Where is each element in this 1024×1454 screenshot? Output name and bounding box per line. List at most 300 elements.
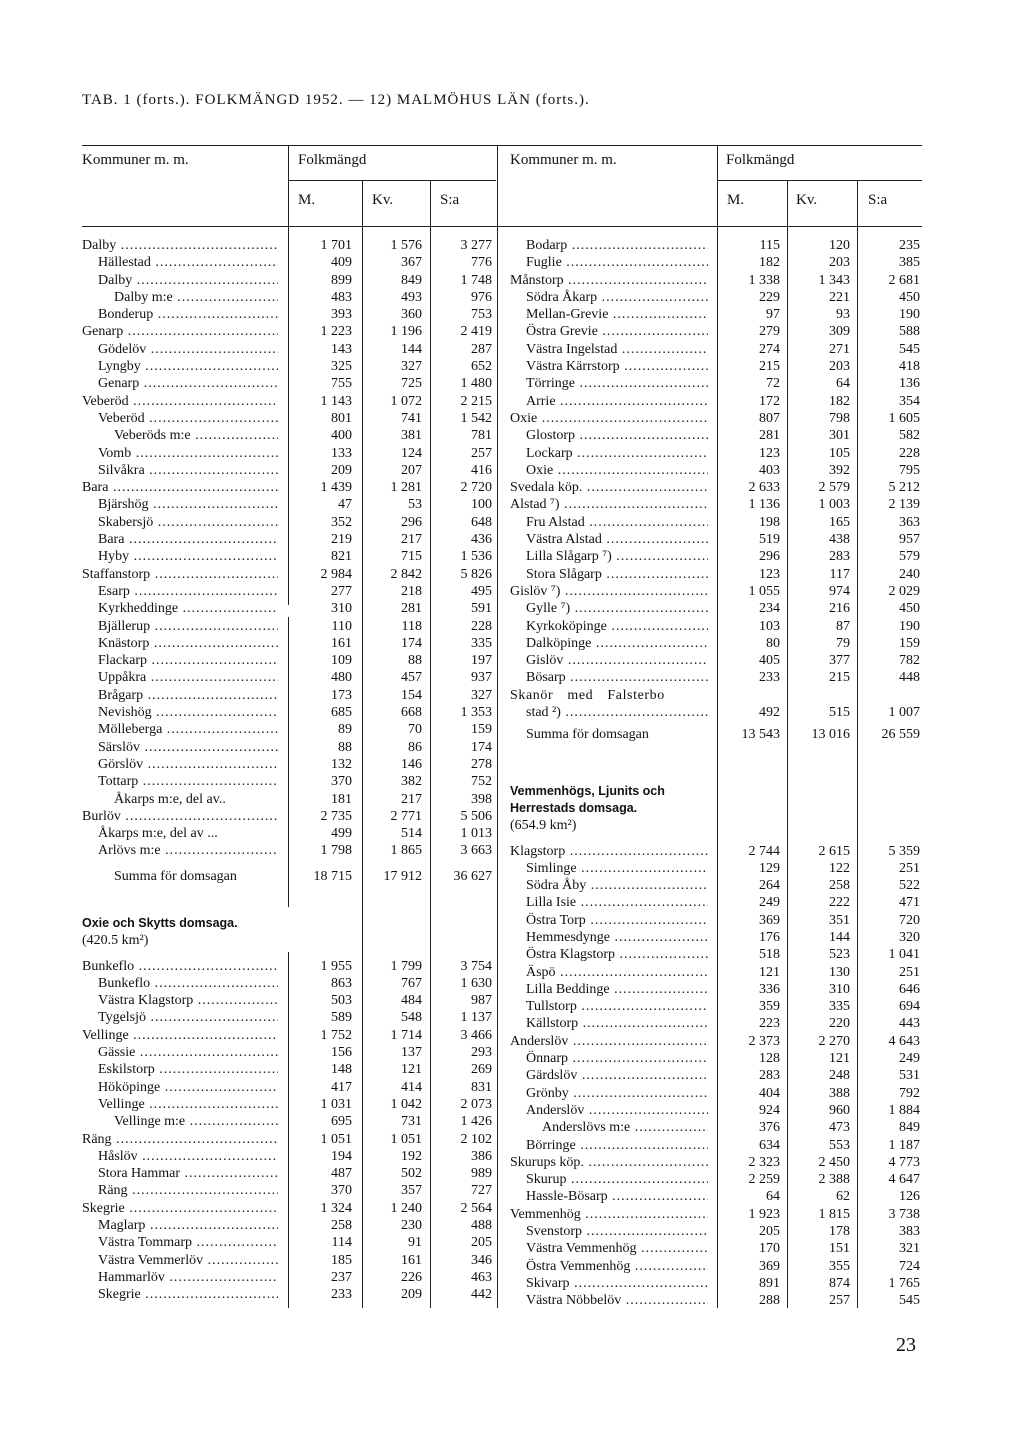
value-sa: 36 627: [453, 868, 492, 884]
value-kv: 1 240: [390, 1200, 422, 1216]
value-m: 1 031: [320, 1096, 352, 1112]
table-row: [82, 1286, 497, 1303]
value-m: 405: [759, 653, 780, 669]
value-kv: 360: [401, 307, 422, 323]
value-sa: 363: [899, 514, 920, 530]
value-sa: 987: [471, 993, 492, 1009]
value-m: 519: [759, 532, 780, 548]
table-row: [82, 289, 497, 306]
value-m: 129: [759, 860, 780, 876]
value-sa: 346: [471, 1252, 492, 1268]
page-title: TAB. 1 (forts.). FOLKMÄNGD 1952. — 12) MALMÖHUS LÄN (forts.).: [82, 92, 590, 108]
value-sa: 591: [471, 601, 492, 617]
value-sa: 320: [899, 929, 920, 945]
value-m: 223: [759, 1016, 780, 1032]
value-sa: 588: [899, 324, 920, 340]
kommun-name: Gislöv ⁷) .....: [510, 583, 708, 600]
table-row: [82, 739, 497, 756]
kommun-name: Hököpinge .....: [98, 1079, 278, 1096]
value-kv: 91: [408, 1235, 422, 1251]
right-folkmangd-underline: [717, 180, 922, 181]
table-row: [510, 1258, 922, 1275]
value-kv: 105: [829, 445, 850, 461]
value-sa: 646: [899, 981, 920, 997]
kommun-name: Håslöv .....: [98, 1148, 278, 1165]
kommun-name: Källstorp .....: [526, 1015, 708, 1032]
value-sa: 136: [899, 376, 920, 392]
value-m: 2 744: [748, 843, 780, 859]
value-m: 237: [331, 1269, 352, 1285]
table-row: [82, 1061, 497, 1078]
kommun-name: Hemmesdynge .....: [526, 929, 708, 946]
value-m: 891: [759, 1275, 780, 1291]
value-sa: 190: [899, 307, 920, 323]
table-row: [82, 1009, 497, 1026]
table-row: [82, 687, 497, 704]
value-m: 185: [331, 1252, 352, 1268]
value-sa: 831: [471, 1079, 492, 1095]
value-kv: 2 579: [818, 480, 850, 496]
value-m: 249: [759, 895, 780, 911]
value-m: 64: [766, 1189, 780, 1205]
value-kv: 144: [401, 341, 422, 357]
value-m: 310: [331, 601, 352, 617]
right-header-m: M.: [727, 192, 745, 208]
kommun-name: Vemmenhög .....: [510, 1206, 708, 1223]
kommun-name: Mölleberga .....: [98, 721, 278, 738]
value-sa: 257: [471, 445, 492, 461]
table-row: [510, 946, 922, 963]
table-row: [510, 341, 922, 358]
value-m: 274: [759, 341, 780, 357]
table-row: [510, 894, 922, 911]
kommun-name: Gässie .....: [98, 1044, 278, 1061]
value-m: 2 259: [748, 1172, 780, 1188]
table-row: [510, 1292, 922, 1309]
value-sa: 450: [899, 601, 920, 617]
value-m: 176: [759, 929, 780, 945]
value-m: 370: [331, 774, 352, 790]
value-sa: 1 353: [460, 705, 492, 721]
value-kv: 122: [829, 860, 850, 876]
table-row: [82, 756, 497, 773]
table-row: [82, 1252, 497, 1269]
table-row: [510, 1050, 922, 1067]
value-sa: 228: [471, 618, 492, 634]
value-sa: 269: [471, 1062, 492, 1078]
value-sa: 3 754: [460, 958, 492, 974]
table-row: [82, 237, 497, 254]
value-m: 123: [759, 445, 780, 461]
value-m: 336: [759, 981, 780, 997]
value-kv: 221: [829, 289, 850, 305]
table-row: [82, 566, 497, 583]
value-kv: 117: [829, 566, 850, 582]
kommun-name: Önnarp .....: [526, 1050, 708, 1067]
kommun-name: Bösarp .....: [526, 669, 708, 686]
value-sa: 471: [899, 895, 920, 911]
table-row: [510, 1085, 922, 1102]
value-m: 229: [759, 289, 780, 305]
kommun-name: Bunkeflo .....: [82, 958, 278, 975]
value-m: 2 735: [320, 808, 352, 824]
kommun-name: Knästorp .....: [98, 635, 278, 652]
table-row: [510, 1275, 922, 1292]
kommun-name: Räng .....: [98, 1182, 278, 1199]
table-row: [82, 600, 497, 617]
value-sa: 2 564: [460, 1200, 492, 1216]
value-m: 503: [331, 993, 352, 1009]
kommun-name: Svedala köp. .....: [510, 479, 708, 496]
value-kv: 849: [401, 272, 422, 288]
kommun-name: Hällestad .....: [98, 254, 278, 271]
kommun-name: Nevishög .....: [98, 704, 278, 721]
section-heading: [82, 915, 497, 932]
kommun-name: Kyrkheddinge .....: [98, 600, 278, 617]
kommun-name: Börringe .....: [526, 1137, 708, 1154]
value-m: 47: [338, 497, 352, 513]
value-m: 103: [759, 618, 780, 634]
value-m: 198: [759, 514, 780, 530]
value-kv: 414: [401, 1079, 422, 1095]
value-m: 801: [331, 410, 352, 426]
table-row: [82, 950, 497, 958]
table-row: [510, 289, 922, 306]
value-sa: 463: [471, 1269, 492, 1285]
value-kv: 1 072: [390, 393, 422, 409]
right-header-kv: Kv.: [796, 192, 818, 208]
value-sa: 197: [471, 653, 492, 669]
value-m: 480: [331, 670, 352, 686]
value-kv: 216: [829, 601, 850, 617]
value-kv: 203: [829, 359, 850, 375]
value-kv: 121: [829, 1051, 850, 1067]
kommun-name: Västra Alstad .....: [526, 531, 708, 548]
value-kv: 438: [829, 532, 850, 548]
table-row: [82, 652, 497, 669]
kommun-name: Lilla Beddinge .....: [526, 981, 708, 998]
kommun-name: Västra Vemmenhög .....: [526, 1240, 708, 1257]
value-kv: 1 042: [390, 1096, 422, 1112]
value-sa: 190: [899, 618, 920, 634]
value-m: 2 323: [748, 1154, 780, 1170]
value-kv: 215: [829, 670, 850, 686]
header-bottom-rule: [82, 226, 922, 227]
kommun-name: stad ²) .....: [526, 704, 708, 721]
value-m: 634: [759, 1137, 780, 1153]
table-row: [82, 1269, 497, 1286]
value-m: 233: [759, 670, 780, 686]
value-kv: 798: [829, 410, 850, 426]
value-m: 170: [759, 1241, 780, 1257]
table-row: [510, 843, 922, 860]
value-sa: 3 738: [888, 1206, 920, 1222]
value-kv: 222: [829, 895, 850, 911]
table-row: [510, 531, 922, 548]
table-row: [510, 496, 922, 513]
value-kv: 974: [829, 583, 850, 599]
value-kv: 1 343: [818, 272, 850, 288]
kommun-name: Brågarp .....: [98, 687, 278, 704]
table-row: [82, 808, 497, 825]
value-kv: 209: [401, 1287, 422, 1303]
value-kv: 484: [401, 993, 422, 1009]
kommun-name: Skegrie .....: [82, 1200, 278, 1217]
table-row: [82, 958, 497, 975]
value-kv: 151: [829, 1241, 850, 1257]
value-sa: 976: [471, 289, 492, 305]
value-m: 173: [331, 687, 352, 703]
kommun-name: Herrestads domsaga.: [510, 800, 638, 815]
value-m: 2 984: [320, 566, 352, 582]
value-sa: 724: [899, 1258, 920, 1274]
table-row: [82, 1234, 497, 1251]
value-kv: 144: [829, 929, 850, 945]
kommun-name: Räng .....: [82, 1131, 278, 1148]
value-sa: 957: [899, 532, 920, 548]
table-row: [510, 981, 922, 998]
table-row: [82, 825, 497, 842]
kommun-name: Anderslöv .....: [510, 1033, 708, 1050]
header-top-rule: [82, 145, 922, 146]
value-kv: 1 196: [390, 324, 422, 340]
kommun-name: Västra Nöbbelöv .....: [526, 1292, 708, 1309]
value-kv: 377: [829, 653, 850, 669]
value-kv: 548: [401, 1010, 422, 1026]
kommun-name: Skanör med Falsterbo: [510, 687, 665, 703]
value-kv: 357: [401, 1183, 422, 1199]
value-m: 492: [759, 705, 780, 721]
kommun-name: Hammarlöv .....: [98, 1269, 278, 1286]
value-sa: 287: [471, 341, 492, 357]
value-sa: 2 073: [460, 1096, 492, 1112]
value-sa: 545: [899, 341, 920, 357]
value-kv: 367: [401, 255, 422, 271]
table-row: [510, 323, 922, 340]
kommun-name: Gödelöv .....: [98, 341, 278, 358]
value-kv: 121: [401, 1062, 422, 1078]
value-m: 518: [759, 947, 780, 963]
value-sa: 1 480: [460, 376, 492, 392]
value-m: 172: [759, 393, 780, 409]
value-kv: 523: [829, 947, 850, 963]
kommun-name: Genarp .....: [82, 323, 278, 340]
value-m: 685: [331, 705, 352, 721]
value-kv: 327: [401, 359, 422, 375]
kommun-name: Södra Åkarp .....: [526, 289, 708, 306]
value-kv: 87: [836, 618, 850, 634]
table-row: [82, 932, 497, 949]
kommun-name: Åkarps m:e, del av ...: [98, 826, 218, 842]
kommun-name: Glostorp .....: [526, 427, 708, 444]
table-row: [510, 1206, 922, 1223]
table-row: [510, 445, 922, 462]
value-kv: 767: [401, 975, 422, 991]
table-row: [82, 1079, 497, 1096]
value-kv: 271: [829, 341, 850, 357]
value-kv: 741: [401, 410, 422, 426]
value-m: 123: [759, 566, 780, 582]
table-row: [82, 445, 497, 462]
table-row: [510, 514, 922, 531]
table-row: [510, 835, 922, 843]
value-sa: 579: [899, 549, 920, 565]
table-row: [510, 272, 922, 289]
value-m: 281: [759, 428, 780, 444]
value-m: 258: [331, 1218, 352, 1234]
value-m: 13 543: [741, 727, 780, 743]
value-kv: 1 003: [818, 497, 850, 513]
value-kv: 217: [401, 791, 422, 807]
table-row: [510, 998, 922, 1015]
value-kv: 725: [401, 376, 422, 392]
value-m: 821: [331, 549, 352, 565]
value-kv: 88: [408, 653, 422, 669]
table-row: [82, 1113, 497, 1130]
value-m: 352: [331, 514, 352, 530]
value-m: 1 955: [320, 958, 352, 974]
value-kv: 473: [829, 1120, 850, 1136]
value-m: 161: [331, 635, 352, 651]
table-row: [82, 514, 497, 531]
kommun-name: Anderslöv .....: [526, 1102, 708, 1119]
table-row: [82, 907, 497, 915]
kommun-name: Västra Klagstorp .....: [98, 992, 278, 1009]
value-sa: 251: [899, 964, 920, 980]
right-header-sa: S:a: [868, 192, 888, 208]
table-row: [510, 687, 922, 704]
table-row: [82, 1044, 497, 1061]
summary-row: [510, 726, 922, 748]
value-kv: 310: [829, 981, 850, 997]
kommun-name: Dalköpinge .....: [526, 635, 708, 652]
value-sa: 5 826: [460, 566, 492, 582]
value-sa: 849: [899, 1120, 920, 1136]
table-row: [510, 1240, 922, 1257]
table-row: [82, 341, 497, 358]
value-sa: 648: [471, 514, 492, 530]
kommun-name: Östra Klagstorp .....: [526, 946, 708, 963]
value-kv: 281: [401, 601, 422, 617]
kommun-name: Vellinge m:e .....: [114, 1113, 278, 1130]
value-kv: 120: [829, 238, 850, 253]
value-sa: 1 007: [888, 705, 920, 721]
value-sa: 385: [899, 255, 920, 271]
kommun-name: Kyrkoköpinge .....: [526, 618, 708, 635]
value-m: 1 051: [320, 1131, 352, 1147]
table-row: [82, 1148, 497, 1165]
kommun-name: Dalby m:e .....: [114, 289, 278, 306]
value-sa: 2 419: [460, 324, 492, 340]
value-kv: 258: [829, 878, 850, 894]
table-row: [82, 254, 497, 271]
value-kv: 1 815: [818, 1206, 850, 1222]
value-sa: 792: [899, 1085, 920, 1101]
value-m: 132: [331, 756, 352, 772]
value-sa: 531: [899, 1068, 920, 1084]
value-m: 1 923: [748, 1206, 780, 1222]
value-m: 72: [766, 376, 780, 392]
value-kv: 1 281: [390, 480, 422, 496]
value-m: 114: [331, 1235, 352, 1251]
value-m: 115: [759, 238, 780, 253]
table-row: [510, 929, 922, 946]
middle-divider: [497, 145, 498, 1308]
value-kv: 1 714: [390, 1027, 422, 1043]
page-number: 23: [896, 1334, 916, 1356]
table-row: [510, 1223, 922, 1240]
kommun-name: Oxie och Skytts domsaga.: [82, 915, 238, 930]
kommun-name: Arlövs m:e .....: [98, 842, 278, 859]
value-m: 128: [759, 1051, 780, 1067]
summary-row: [82, 868, 497, 890]
table-row: [510, 1033, 922, 1050]
value-kv: 668: [401, 705, 422, 721]
value-kv: 17 912: [383, 868, 422, 884]
table-row: [510, 912, 922, 929]
value-m: 279: [759, 324, 780, 340]
value-sa: 5 506: [460, 808, 492, 824]
value-m: 264: [759, 878, 780, 894]
table-row: [510, 1015, 922, 1032]
value-kv: 392: [829, 462, 850, 478]
value-sa: 448: [899, 670, 920, 686]
kommun-name: Bara .....: [98, 531, 278, 548]
value-kv: 309: [829, 324, 850, 340]
table-row: [82, 704, 497, 721]
table-row: [82, 393, 497, 410]
kommun-name: Lockarp .....: [526, 445, 708, 462]
right-header-folkmangd: Folkmängd: [726, 152, 795, 168]
kommun-name: Mellan-Grevie .....: [526, 306, 708, 323]
value-m: 404: [759, 1085, 780, 1101]
value-sa: 205: [471, 1235, 492, 1251]
kommun-name: Västra Kärrstorp .....: [526, 358, 708, 375]
value-sa: 1 765: [888, 1275, 920, 1291]
table-row: [82, 1217, 497, 1234]
value-sa: 416: [471, 462, 492, 478]
kommun-name: Tullstorp .....: [526, 998, 708, 1015]
value-sa: 545: [899, 1293, 920, 1309]
value-sa: 795: [899, 462, 920, 478]
value-sa: 443: [899, 1016, 920, 1032]
value-sa: 1 426: [460, 1114, 492, 1130]
value-m: 899: [331, 272, 352, 288]
value-kv: 130: [829, 964, 850, 980]
kommun-name: Bjällerup .....: [98, 618, 278, 635]
value-m: 1 055: [748, 583, 780, 599]
table-row: [82, 1096, 497, 1113]
value-sa: 251: [899, 860, 920, 876]
table-row: [510, 427, 922, 444]
kommun-name: Västra Vemmerlöv .....: [98, 1252, 278, 1269]
table-row: [82, 272, 497, 289]
value-kv: 137: [401, 1045, 422, 1061]
left-table: [82, 237, 497, 1304]
value-kv: 2 388: [818, 1172, 850, 1188]
table-row: [510, 375, 922, 392]
kommun-name: Skurups köp. .....: [510, 1154, 708, 1171]
value-kv: 218: [401, 583, 422, 599]
value-sa: 752: [471, 774, 492, 790]
value-m: 234: [759, 601, 780, 617]
value-kv: 381: [401, 428, 422, 444]
value-sa: 1 137: [460, 1010, 492, 1026]
kommun-name: Stora Slågarp .....: [526, 566, 708, 583]
table-row: [510, 1102, 922, 1119]
value-m: 1 136: [748, 497, 780, 513]
value-kv: 174: [401, 635, 422, 651]
